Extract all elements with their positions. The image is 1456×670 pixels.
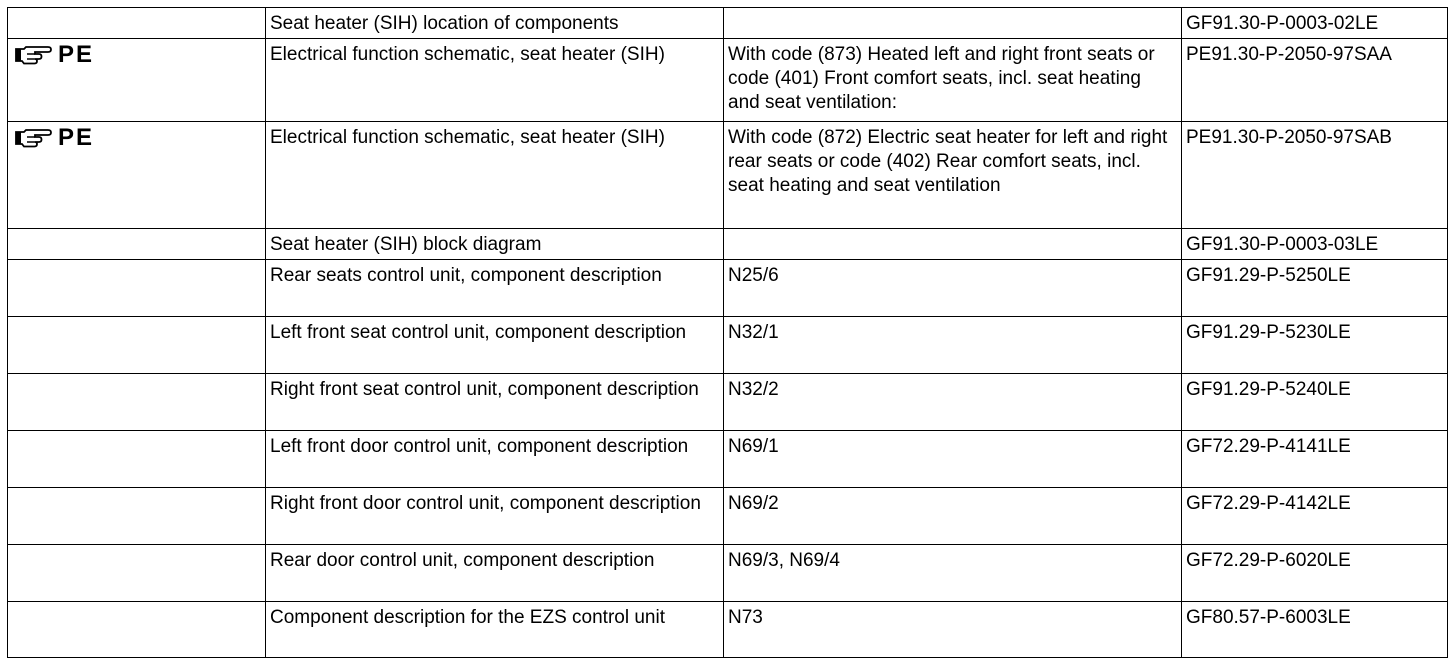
pointing-hand-icon [14, 127, 52, 149]
marker-cell [8, 374, 266, 431]
title-cell: Right front door control unit, component description [266, 488, 724, 545]
note-cell: N69/3, N69/4 [724, 545, 1182, 602]
reference-table [7, 7, 1448, 658]
ref-cell[interactable]: PE91.30-P-2050-97SAB [1182, 122, 1448, 229]
marker-cell [8, 317, 266, 374]
table-row [8, 122, 1448, 229]
table-row [8, 317, 1448, 374]
title-cell: Left front door control unit, component description [266, 431, 724, 488]
marker-cell [8, 431, 266, 488]
marker-cell [8, 8, 266, 39]
ref-cell[interactable]: GF91.30-P-0003-03LE [1182, 229, 1448, 260]
pointing-hand-icon [14, 44, 52, 66]
ref-cell[interactable]: PE91.30-P-2050-97SAA [1182, 39, 1448, 122]
marker-cell [8, 545, 266, 602]
table-row [8, 260, 1448, 317]
ref-cell[interactable]: GF80.57-P-6003LE [1182, 602, 1448, 658]
title-cell: Rear seats control unit, component description [266, 260, 724, 317]
ref-cell[interactable]: GF72.29-P-6020LE [1182, 545, 1448, 602]
note-cell: N32/2 [724, 374, 1182, 431]
table-row [8, 431, 1448, 488]
note-cell: N25/6 [724, 260, 1182, 317]
table-row [8, 545, 1448, 602]
title-cell: Seat heater (SIH) block diagram [266, 229, 724, 260]
note-cell: N69/2 [724, 488, 1182, 545]
ref-cell[interactable]: GF91.30-P-0003-02LE [1182, 8, 1448, 39]
title-cell: Component description for the EZS control unit [266, 602, 724, 658]
title-cell: Right front seat control unit, component description [266, 374, 724, 431]
ref-cell[interactable]: GF91.29-P-5240LE [1182, 374, 1448, 431]
ref-cell[interactable]: GF91.29-P-5250LE [1182, 260, 1448, 317]
ref-cell[interactable]: GF72.29-P-4141LE [1182, 431, 1448, 488]
note-cell: N32/1 [724, 317, 1182, 374]
ref-cell[interactable]: GF91.29-P-5230LE [1182, 317, 1448, 374]
table-row [8, 488, 1448, 545]
table-row [8, 229, 1448, 260]
note-cell: With code (873) Heated left and right front seats or code (401) Front comfort seats, incl. seat heating and seat ventilation: [724, 39, 1182, 122]
title-cell: Electrical function schematic, seat heater (SIH) [266, 39, 724, 122]
table-body [8, 8, 1448, 658]
title-cell: Seat heater (SIH) location of components [266, 8, 724, 39]
pe-marker-label: PE [58, 124, 95, 151]
note-cell: With code (872) Electric seat heater for left and right rear seats or code (402) Rear comfort seats, incl. seat heating and seat ventilation [724, 122, 1182, 229]
ref-cell[interactable]: GF72.29-P-4142LE [1182, 488, 1448, 545]
table-row [8, 374, 1448, 431]
table-row [8, 39, 1448, 122]
title-cell: Electrical function schematic, seat heater (SIH) [266, 122, 724, 229]
table-row [8, 602, 1448, 658]
note-cell: N73 [724, 602, 1182, 658]
note-cell [724, 8, 1182, 39]
marker-cell [8, 260, 266, 317]
marker-cell[interactable] [8, 39, 266, 122]
marker-cell [8, 602, 266, 658]
note-cell [724, 229, 1182, 260]
pe-marker-label: PE [58, 41, 95, 68]
marker-cell [8, 229, 266, 260]
table-row [8, 8, 1448, 39]
title-cell: Rear door control unit, component description [266, 545, 724, 602]
title-cell: Left front seat control unit, component description [266, 317, 724, 374]
note-cell: N69/1 [724, 431, 1182, 488]
marker-cell[interactable] [8, 122, 266, 229]
marker-cell [8, 488, 266, 545]
